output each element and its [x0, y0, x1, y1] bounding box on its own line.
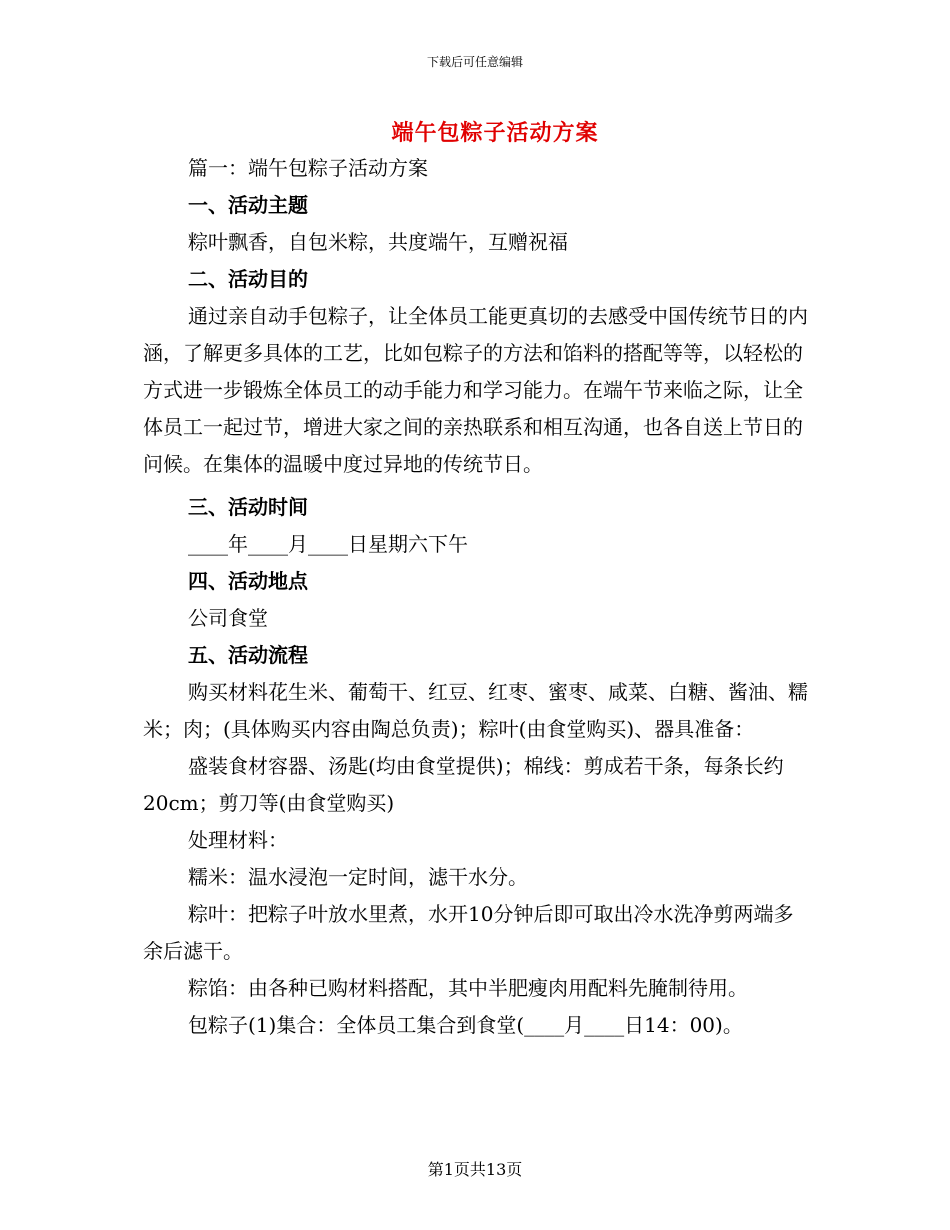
intro-line: 篇一：端午包粽子活动方案: [188, 156, 428, 180]
rice-text: 糯米：温水浸泡一定时间，滤干水分。: [188, 865, 528, 889]
section-heading-process: 五、活动流程: [188, 643, 308, 667]
section-heading-purpose: 二、活动目的: [188, 267, 308, 291]
section-heading-place: 四、活动地点: [188, 569, 308, 593]
buy-materials-text: 购买材料花生米、葡萄干、红豆、红枣、蜜枣、咸菜、白糖、酱油、糯米；肉；(具体购买内容由陶总负责)；粽叶(由食堂购买)、器具准备：: [143, 680, 808, 741]
wrap-text: 包粽子(1)集合：全体员工集合到食堂(____月____日14：00)。: [188, 1013, 743, 1037]
tools-text: 盛装食材容器、汤匙(均由食堂提供)；棉线：剪成若干条，每条长约20cm；剪刀等(由食堂购买): [143, 754, 784, 815]
time-text: ____年____月____日星期六下午: [188, 532, 468, 556]
purpose-text: 通过亲自动手包粽子，让全体员工能更真切的去感受中国传统节日的内涵，了解更多具体的工艺，比如包粽子的方法和馅料的搭配等等，以轻松的方式进一步锻炼全体员工的动手能力和学习能力。在端午节来临之际，让全体员工一起过节，增进大家之间的亲热联系和相互沟通，也各自送上节日的问候。在集体的温暖中度过异地的传统节日。: [143, 304, 808, 476]
process-materials-label: 处理材料：: [188, 828, 288, 852]
theme-text: 粽叶飘香，自包米粽，共度端午，互赠祝福: [188, 230, 568, 254]
section-heading-theme: 一、活动主题: [188, 193, 308, 217]
document-body: [143, 150, 808, 1044]
leaf-text: 粽叶：把粽子叶放水里煮，水开10分钟后即可取出冷水洗净剪两端多余后滤干。: [143, 902, 794, 963]
document-title: 端午包粽子活动方案: [391, 120, 599, 146]
filling-text: 粽馅：由各种已购材料搭配，其中半肥瘦肉用配料先腌制待用。: [188, 976, 748, 1000]
page-header: 下载后可任意编辑: [426, 55, 523, 69]
section-heading-time: 三、活动时间: [188, 495, 308, 519]
page-footer: 第1页共13页: [427, 1160, 523, 1179]
place-text: 公司食堂: [188, 606, 268, 630]
